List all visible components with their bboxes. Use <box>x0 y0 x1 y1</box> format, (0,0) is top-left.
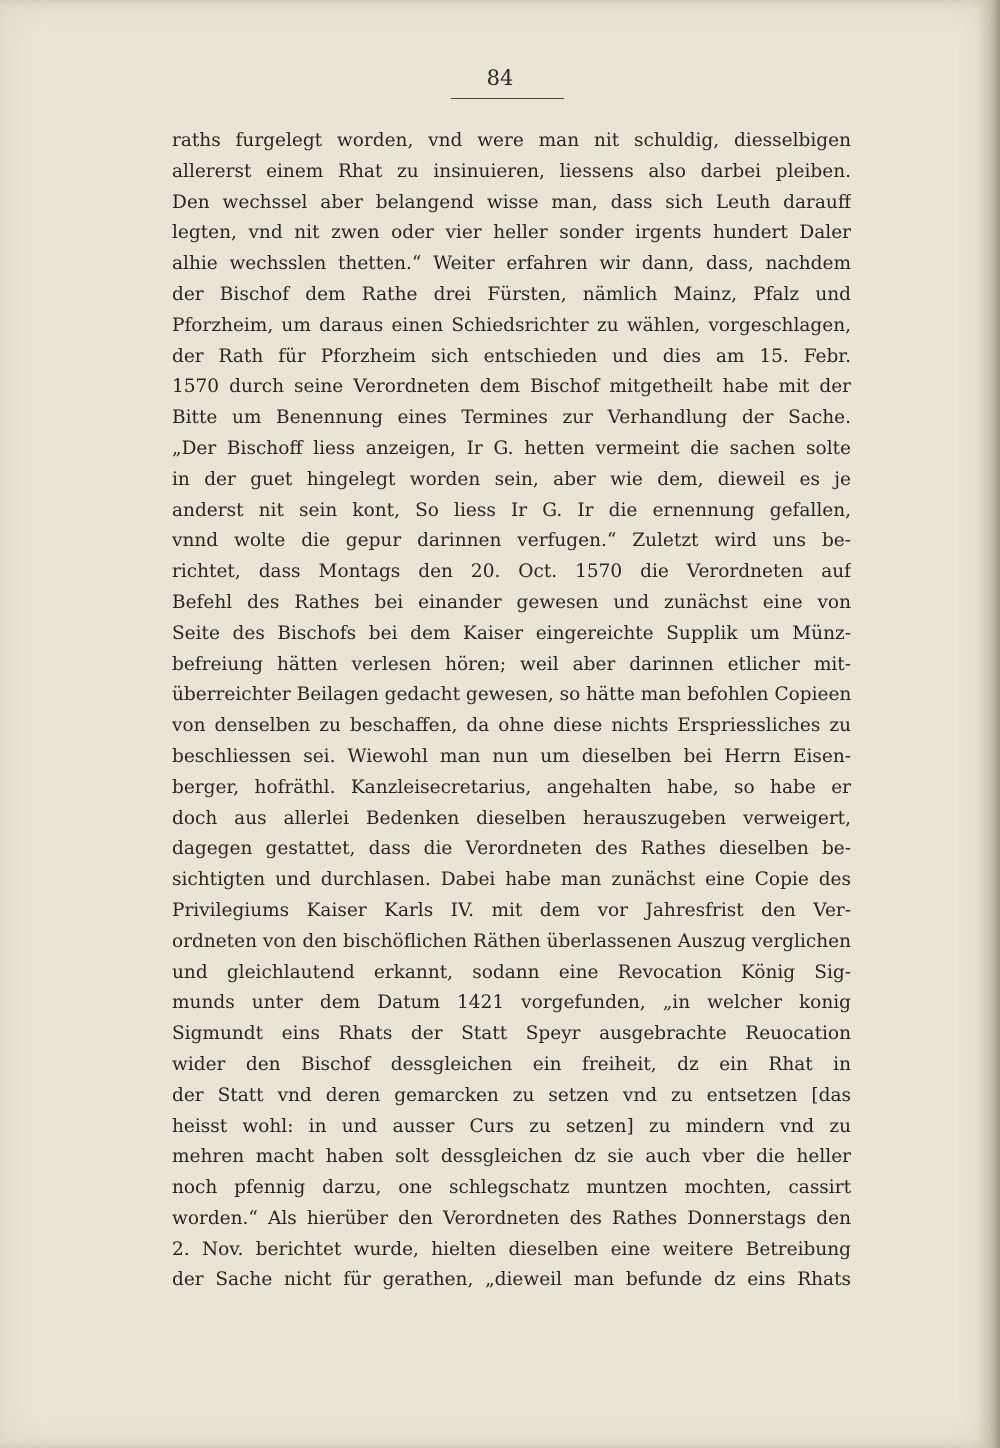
text-line: richtet, dass Montags den 20. Oct. 1570 die Verordneten auf <box>172 561 851 583</box>
text-line: vnnd wolte die gepur darinnen verfugen.“ Zuletzt wird uns be- <box>172 530 851 552</box>
text-line: Den wechssel aber belangend wisse man, dass sich Leuth darauff <box>172 191 851 213</box>
text-line: doch aus allerlei Bedenken dieselben herauszugeben verweigert, <box>172 807 851 829</box>
text-line: noch pfennig darzu, one schlegschatz muntzen mochten, cassirt <box>172 1177 851 1199</box>
page-number: 84 <box>486 66 514 90</box>
text-line: mehren macht haben solt dessgleichen dz sie auch vber die heller <box>172 1146 851 1168</box>
text-line: der Statt vnd deren gemarcken zu setzen vnd zu entsetzen [das <box>172 1084 851 1106</box>
text-line: Pforzheim, um daraus einen Schiedsrichter zu wählen, vorgeschlagen, <box>172 314 851 336</box>
text-line: in der guet hingelegt worden sein, aber wie dem, dieweil es je <box>172 468 851 490</box>
text-line: 2. Nov. berichtet wurde, hielten dieselben eine weitere Betreibung <box>172 1238 851 1260</box>
text-line: allererst einem Rhat zu insinuieren, liessens also darbei pleiben. <box>172 160 851 182</box>
text-line: der Rath für Pforzheim sich entschieden und dies am 15. Febr. <box>172 345 851 367</box>
text-line: der Bischof dem Rathe drei Fürsten, nämlich Mainz, Pfalz und <box>172 283 851 305</box>
text-line: beschliessen sei. Wiewohl man nun um dieselben bei Herrn Eisen- <box>172 745 851 767</box>
text-line: legten, vnd nit zwen oder vier heller sonder irgents hundert Daler <box>172 222 851 244</box>
text-line: Befehl des Rathes bei einander gewesen und zunächst eine von <box>172 591 851 613</box>
text-line: der Sache nicht für gerathen, „dieweil man befunde dz eins Rhats <box>172 1269 851 1291</box>
text-line: heisst wohl: in und ausser Curs zu setzen] zu mindern vnd zu <box>172 1115 851 1137</box>
text-line: raths furgelegt worden, vnd were man nit schuldig, diesselbigen <box>172 130 851 151</box>
text-line: anderst nit sein kont, So liess Ir G. Ir die ernennung gefallen, <box>172 499 851 521</box>
text-line: wider den Bischof dessgleichen ein freiheit, dz ein Rhat in <box>172 1053 851 1075</box>
page-edge <box>990 0 1000 1448</box>
text-line: Sigmundt eins Rhats der Statt Speyr ausgebrachte Reuocation <box>172 1023 851 1045</box>
text-line: Bitte um Benennung eines Termines zur Verhandlung der Sache. <box>172 407 851 429</box>
text-line: und gleichlautend erkannt, sodann eine Revocation König Sig- <box>172 961 851 983</box>
text-line: ordneten von den bischöflichen Räthen überlassenen Auszug verglichen <box>172 930 851 952</box>
text-line: von denselben zu beschaffen, da ohne diese nichts Erspriessliches zu <box>172 715 851 737</box>
text-line: „Der Bischoff liess anzeigen, Ir G. hetten vermeint die sachen solte <box>172 437 851 459</box>
text-line: dagegen gestattet, dass die Verordneten des Rathes dieselben be- <box>172 838 851 860</box>
text-line: 1570 durch seine Verordneten dem Bischof mitgetheilt habe mit der <box>172 376 851 398</box>
text-line: berger, hofräthl. Kanzleisecretarius, angehalten habe, so habe er <box>172 776 851 798</box>
text-line: überreichter Beilagen gedacht gewesen, so hätte man befohlen Copieen <box>172 684 851 706</box>
text-line: Seite des Bischofs bei dem Kaiser eingereichte Supplik um Münz- <box>172 622 851 644</box>
text-line: sichtigten und durchlasen. Dabei habe man zunächst eine Copie des <box>172 869 851 891</box>
header-rule <box>451 98 564 99</box>
text-line: befreiung hätten verlesen hören; weil aber darinnen etlicher mit- <box>172 653 851 675</box>
text-line: alhie wechsslen thetten.“ Weiter erfahren wir dann, dass, nachdem <box>172 253 851 275</box>
body-text <box>172 126 851 1296</box>
text-line: Privilegiums Kaiser Karls IV. mit dem vor Jahresfrist den Ver- <box>172 899 851 921</box>
text-line: worden.“ Als hierüber den Verordneten des Rathes Donnerstags den <box>172 1207 851 1229</box>
text-line: munds unter dem Datum 1421 vorgefunden, „in welcher konig <box>172 992 851 1014</box>
